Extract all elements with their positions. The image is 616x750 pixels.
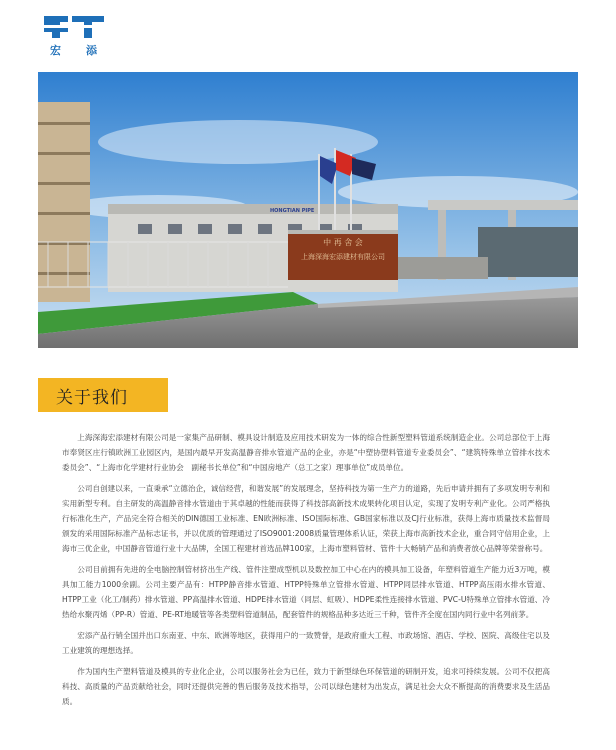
company-logo xyxy=(38,12,110,56)
ht-logo-icon xyxy=(38,12,110,42)
section-heading xyxy=(38,378,168,412)
paragraph-5: 作为国内生产塑料管道及模具的专业化企业，公司以服务社会为已任，致力于新型绿色环保管道的研制开发，追求可持续发展。公司不仅把高科技、高质量的产品贡献给社会，同时还提供完善的售后服务及技术指导，公司以绿色建材为出发点，满足社会大众不断提高的消费要求及生活品质。 xyxy=(62,667,550,706)
gate-sign xyxy=(288,236,398,264)
logo-wordmark xyxy=(38,42,110,58)
factory-photo xyxy=(38,72,578,348)
gate-sign-line-2: 上海深海宏添建材有限公司 xyxy=(301,253,385,261)
paragraph-4: 宏添产品行销全国并出口东南亚、中东、欧洲等地区，获得用户的一致赞誉，是政府重大工程、市政场馆、酒店、学校、医院、高级住宅以及工业建筑的理想选择。 xyxy=(62,631,550,655)
paragraph-3: 公司目前拥有先进的全电脑控制管材挤出生产线、管件注塑成型机以及数控加工中心在内的模具加工设备，年塑料管道生产能力近3万吨，模具加工能力1000余副。公司主要产品有：HTPP静音排水管道、HTPP特殊单立管排水管道、HTPP同层排水管道、HTPP高压雨水排水管道、HTPP工业（化工/制药）排水管道、PP高温排水管道、HDPE排水管道（同层、虹吸）、HDPE柔性连接排水管道、PVC-U特殊单立管排水管道、冷热给水聚丙烯（PP-R）管道、PE-RT地暖管等各类塑料管道制品，配套管件的规格品种多达近三千种，管件齐全度在国内同行业中名列前茅。 xyxy=(62,565,550,619)
building-sign: HONGTIAN PIPE xyxy=(270,208,315,214)
logo-char-1: 宏 xyxy=(50,44,62,57)
paragraph-1: 上海深海宏添建材有限公司是一家集产品研制、模具设计制造及应用技术研发为一体的综合性新型塑料管道系统制造企业。公司总部位于上海市奉贤区庄行镇欧洲工业园区内，是国内最早开发高温静音排水管道产品的企业，亦是“中塑协塑料管道专业委员会”、“建筑特殊单立管排水技术委员会”、“上海市化学建材行业协会 副秘书长单位”和“中国房地产（总工之家）理事单位”成员单位。 xyxy=(62,433,550,472)
about-body xyxy=(62,430,550,715)
logo-char-2: 添 xyxy=(86,44,98,57)
gate-sign-line-1: 中 再 舍 会 xyxy=(323,238,363,247)
paragraph-2: 公司自创建以来，一直秉承“立德治企，诚信经营，和谐发展”的发展理念，坚持科技为第一生产力的道路，先后申请并拥有了多项发明专利和实用新型专利。自主研发的高温静音排水管道由于其卓越的性能而获得了科技部高新技术成果转化项目认定，实现了发明专利产业化。公司严格执行标准化生产，产品完全符合相关的DIN德国工业标准、EN欧洲标准、ISO国际标准、GB国家标准以及CJ行业标准，获得上海市质量技术监督局颁发的采用国际标准产品标志证书，并以优质的管理通过了ISO9001:2008质量管理体系认证，荣获上海市高新技术企业，重合同守信用企业，上海市三优企业，中国静音管道行业十大品牌，全国工程建材首选品牌100家，上海市塑料管材、管件十大畅销产品和消费者放心品牌等荣誉称号。 xyxy=(62,484,550,553)
section-title: 关于我们 xyxy=(56,387,128,408)
